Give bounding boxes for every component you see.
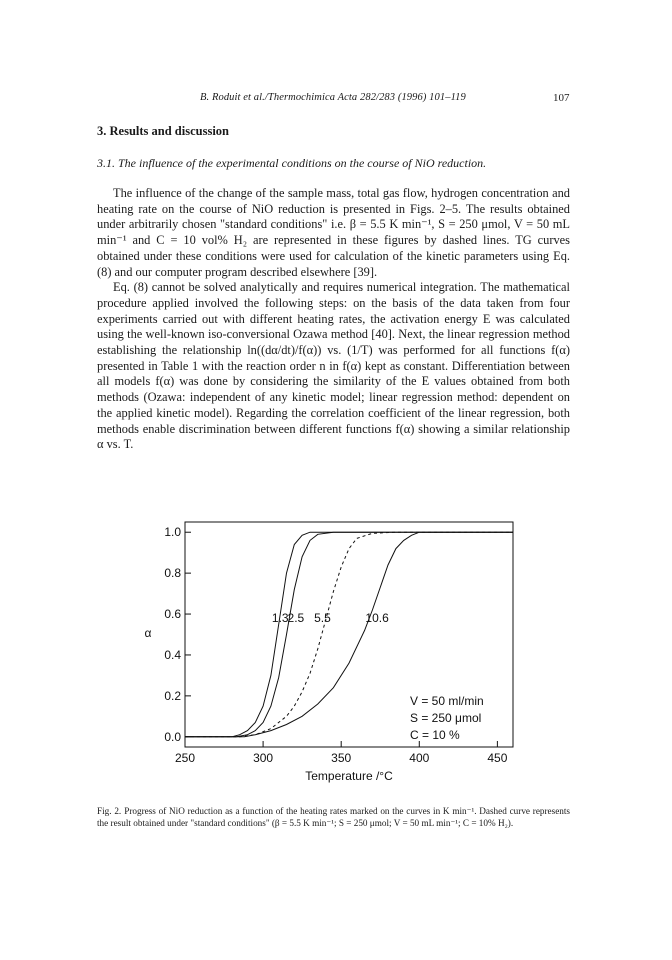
alpha-vs-temperature-chart (130, 512, 530, 792)
subsection-heading: 3.1. The influence of the experimental conditions on the course of NiO reduction. (97, 156, 487, 170)
y-tick-label: 0.2 (164, 688, 181, 703)
curve-label-2-5: 2.5 (287, 611, 305, 626)
annotation-flow: V = 50 ml/min (410, 694, 484, 708)
y-tick-label: 0.4 (164, 647, 181, 662)
annotation-concentration: C = 10 % (410, 728, 460, 742)
body-text (97, 186, 570, 453)
page-number: 107 (553, 92, 570, 104)
x-tick-label: 300 (253, 751, 274, 765)
curve-label-10-6: 10.6 (365, 611, 389, 626)
x-tick-label: 400 (409, 751, 430, 765)
annotation-sample: S = 250 μmol (410, 711, 482, 725)
curve-label-1-3: 1.3 (271, 611, 289, 626)
paragraph-2: Eq. (8) cannot be solved analytically and requires numerical integration. The mathematical procedure applied involved the following steps: on the basis of the data taken from four experiments carried out with different heating rates, the activation energy E was calculated using the well-known iso-conversional Ozawa method [40]. Next, the linear regression method establishing the relationship ln((dα/dt)/f(α)) vs. (1/T) was performed for all functions f(α) presented in Table 1 with the reaction order n in f(α) kept as constant. Differentiation between all models f(α) was done by considering the similarity of the E values obtained from both methods (Ozawa: independent of any kinetic model; linear regression method: dependent on the applied kinetic model). Regarding the correlation coefficient of the linear regression, both methods enable discrimination between different functions f(α) showing a similar relationship α vs. T. (97, 280, 570, 452)
section-heading: 3. Results and discussion (97, 124, 229, 138)
y-tick-label: 0.8 (164, 566, 181, 581)
x-axis-label: Temperature /°C (305, 769, 393, 783)
x-tick-label: 250 (174, 751, 196, 765)
y-tick-label: 0.0 (164, 729, 181, 744)
curve-label-5-5: 5.5 (314, 611, 331, 626)
x-tick-label: 350 (331, 751, 352, 765)
caption-label: Fig. 2. (97, 806, 122, 816)
figure-caption (97, 806, 570, 829)
caption-text: Progress of NiO reduction as a function of the heating rates marked on the curves in K min⁻¹. Dashed curve represents the result obtained under "standard conditions" (β = 5.5 K min⁻¹; S = 250 μmol; V = 50 mL min⁻¹; C = 10% H₂). (97, 806, 570, 828)
y-tick-label: 0.6 (164, 607, 181, 622)
paragraph-1: The influence of the change of the sample mass, total gas flow, hydrogen concentration and heating rate on the course of NiO reduction is presented in Figs. 2–5. The results obtained under arbitrarily chosen "standard conditions" i.e. β = 5.5 K min⁻¹, S = 250 μmol, V = 50 mL min⁻¹ and C = 10 vol% H₂ are represented in these figures by dashed lines. TG curves obtained under these conditions were used for calculation of the kinetic parameters using Eq. (8) and our computer program described elsewhere [39]. (97, 186, 570, 279)
running-head: B. Roduit et al./Thermochimica Acta 282/283 (1996) 101–119 (200, 92, 466, 103)
y-tick-label: 1.0 (164, 525, 181, 540)
figure-2 (130, 512, 530, 792)
y-axis-label: α (144, 626, 152, 640)
x-tick-label: 450 (487, 751, 508, 765)
